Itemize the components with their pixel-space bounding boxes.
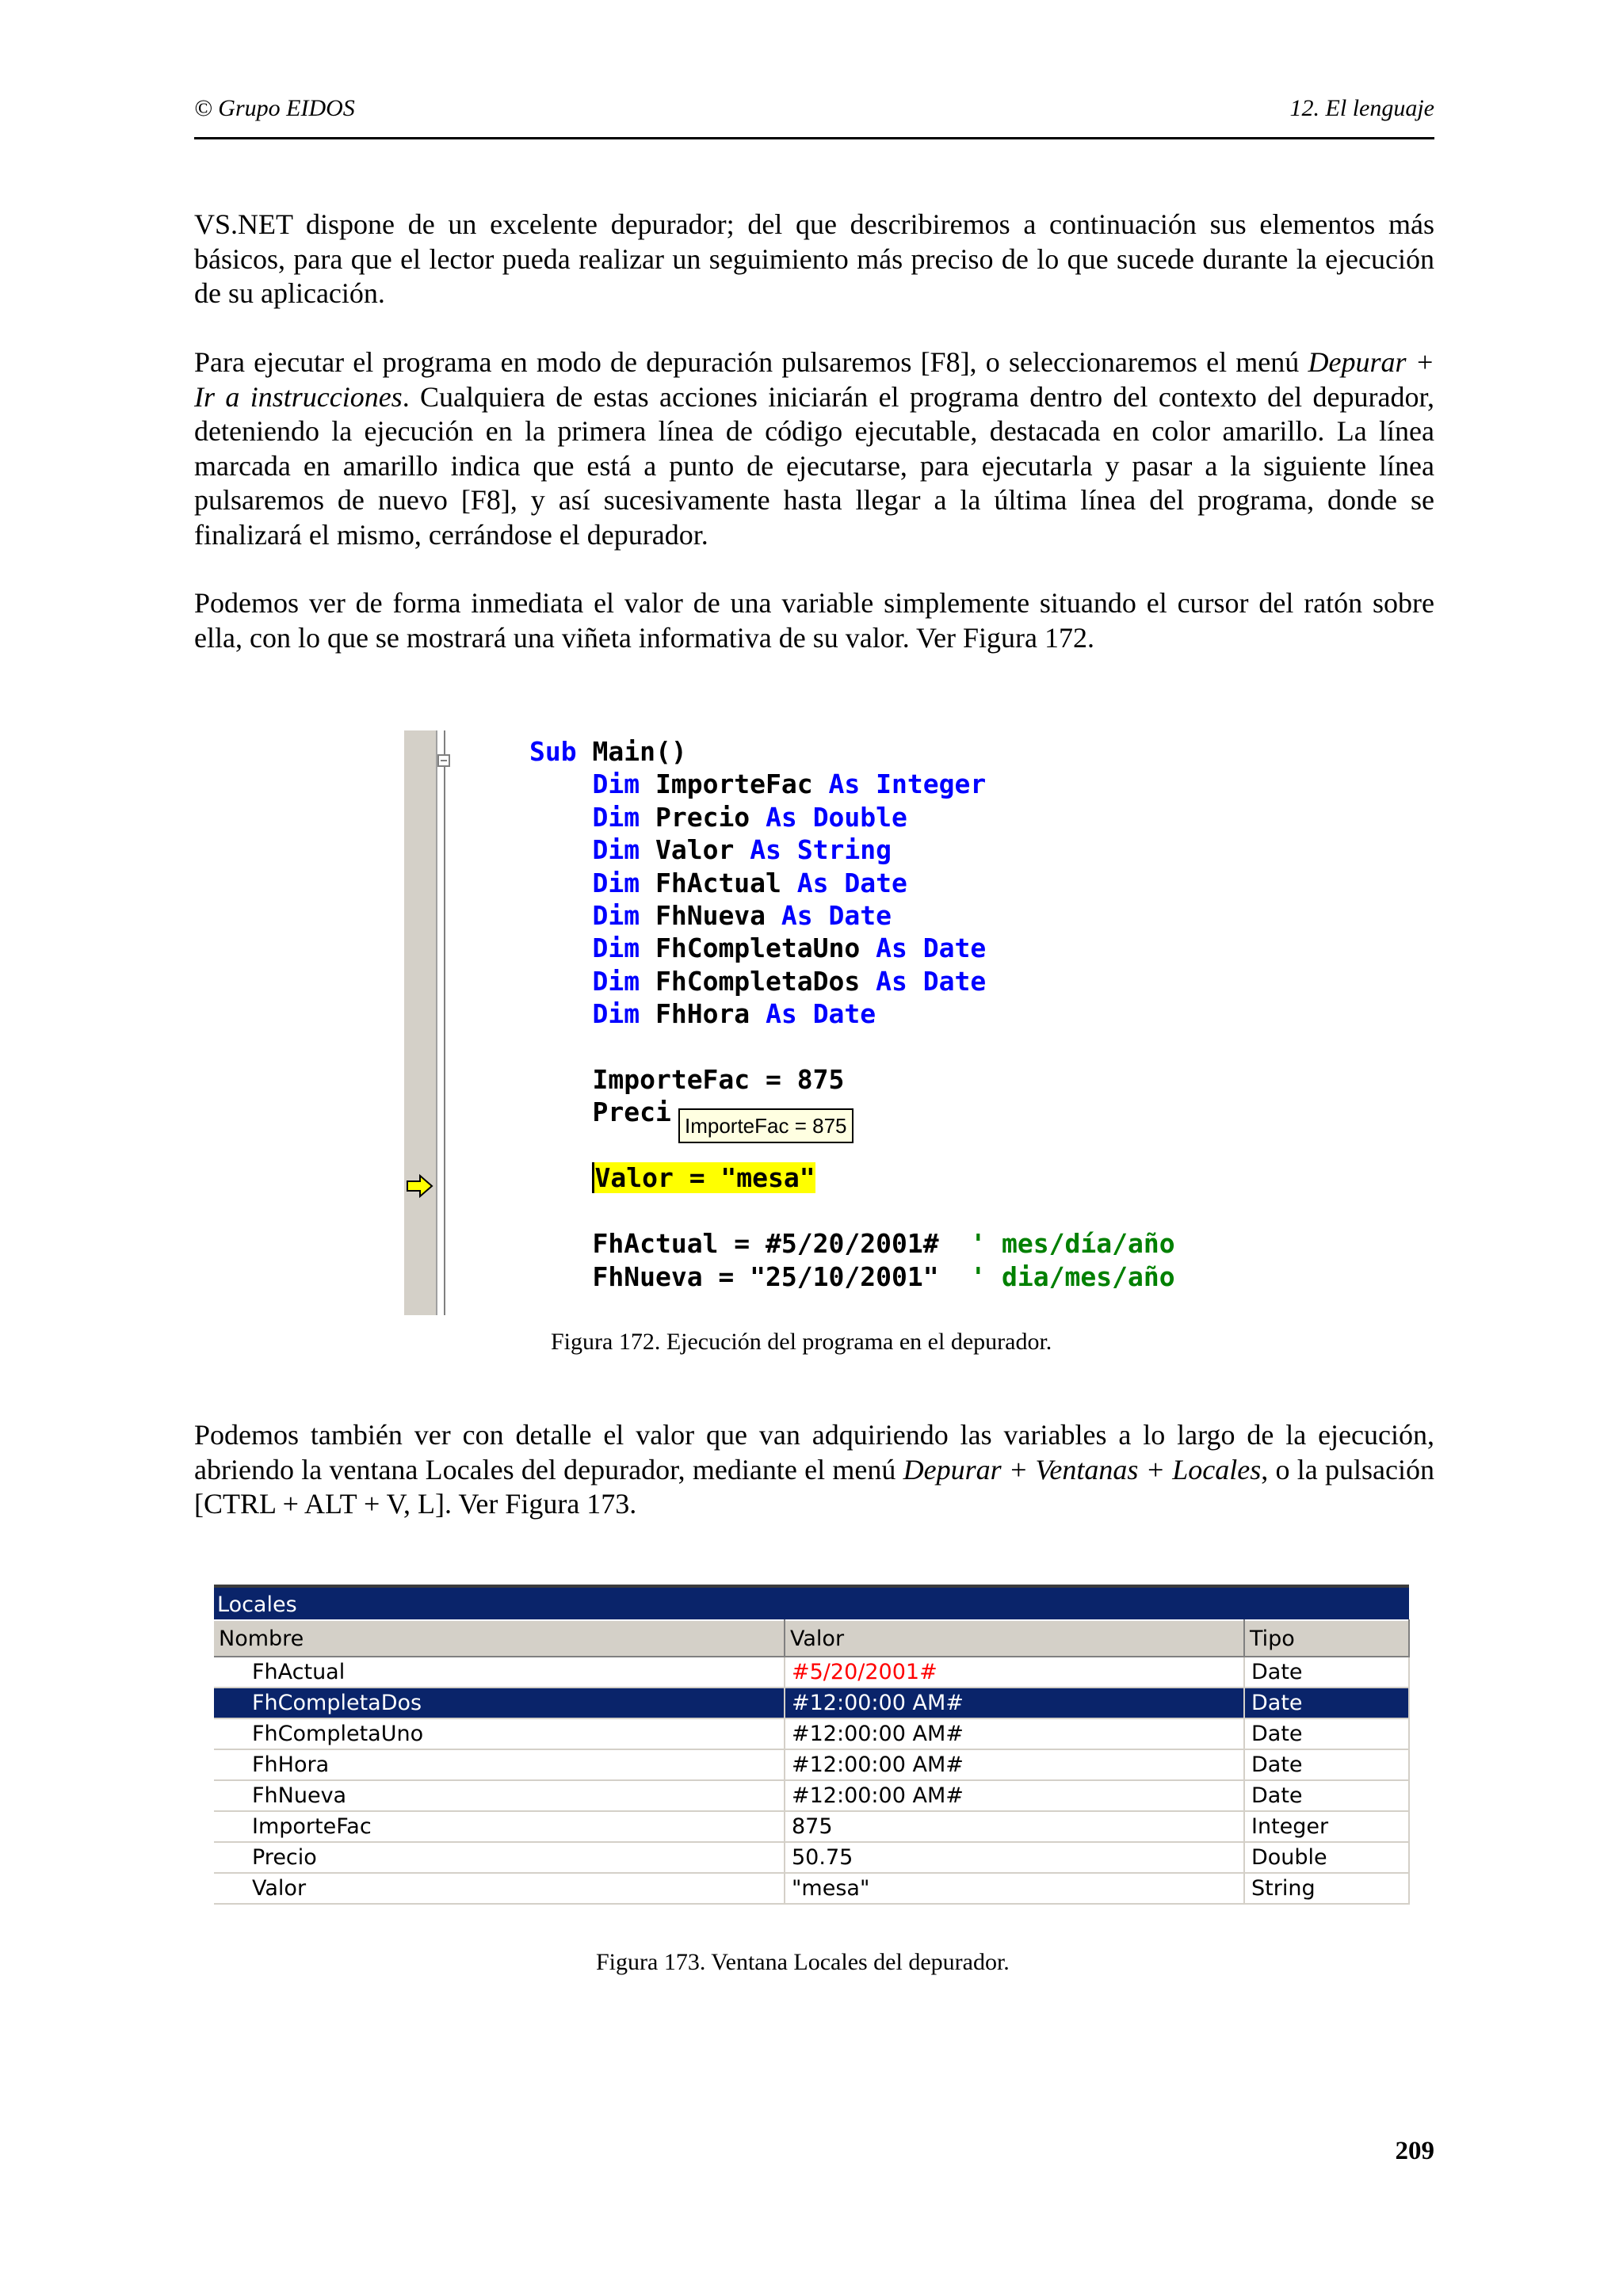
cell-type: Date	[1244, 1780, 1409, 1811]
code-keyword-dim: Dim	[592, 769, 640, 800]
menu-path-step-into: Depurar + Ir a instrucciones	[194, 346, 1434, 413]
code-variable-name: Precio	[655, 801, 750, 833]
code-variable-name: FhNueva	[655, 900, 766, 932]
column-header-value[interactable]: Valor	[785, 1620, 1244, 1657]
code-keyword-dim: Dim	[592, 998, 640, 1030]
running-header-right: 12. El lenguaje	[1289, 95, 1434, 121]
cell-value[interactable]: "mesa"	[785, 1873, 1244, 1904]
cell-name: FhCompletaUno	[214, 1718, 785, 1749]
cell-type: Date	[1244, 1749, 1409, 1780]
cell-value[interactable]: #5/20/2001#	[785, 1657, 1244, 1688]
paragraph-debug-text-b: . Cualquiera de estas acciones iniciarán el programa dentro del contexto del depurador, deteniendo la ejecución en la primera línea de código ejecutable, destacada en color amarillo. La línea marcada en amarillo indica que está a punto de ejecutarse, para ejecutarla y pasar a la siguiente línea pulsaremos de nuevo [F8], y así sucesivamente hasta llegar a la última línea del programa, donde se finalizará el mismo, cerrándose el depurador.	[194, 380, 1434, 551]
running-header-left: © Grupo EIDOS	[194, 95, 355, 121]
code-keyword-dim: Dim	[592, 801, 640, 833]
locales-title-bar[interactable]: Locales	[214, 1585, 1409, 1619]
cell-value[interactable]: 875	[785, 1811, 1244, 1842]
cell-name: Precio	[214, 1842, 785, 1873]
figure-172-code-editor	[404, 730, 1244, 1315]
cell-name: ImporteFac	[214, 1811, 785, 1842]
variable-value-tooltip: ImporteFac = 875	[678, 1108, 854, 1143]
locales-header-row	[214, 1620, 1409, 1657]
cell-value[interactable]: 50.75	[785, 1842, 1244, 1873]
current-line-text: alor = "mesa"	[610, 1162, 815, 1194]
code-keyword-dim: Dim	[592, 834, 640, 866]
code-keyword-as: As	[766, 998, 797, 1030]
cell-type: Date	[1244, 1688, 1409, 1718]
figure-173-caption: Figura 173. Ventana Locales del depurador.	[596, 1949, 1010, 1975]
execution-arrow-icon	[406, 1174, 434, 1198]
header-rule	[194, 137, 1434, 139]
paragraph-debug-mode	[194, 345, 1434, 552]
paragraph-locales-text-b: , o la pulsación [CTRL + ALT + V, L]. Ver Figura 173.	[194, 1453, 1435, 1520]
table-row[interactable]	[214, 1873, 1409, 1904]
cell-name: FhActual	[214, 1657, 785, 1688]
cell-type: Integer	[1244, 1811, 1409, 1842]
cell-type: Date	[1244, 1657, 1409, 1688]
paragraph-locales	[194, 1418, 1434, 1522]
code-variable-type: String	[796, 834, 892, 866]
outline-gutter-line	[444, 730, 445, 1315]
code-variable-type: Double	[812, 801, 907, 833]
code-variable-name: ImporteFac	[655, 769, 813, 800]
code-comment: ' dia/mes/año	[970, 1261, 1175, 1292]
cell-value[interactable]: #12:00:00 AM#	[785, 1718, 1244, 1749]
code-variable-name: FhCompletaUno	[655, 933, 861, 964]
code-assign-fhactual: FhActual = #5/20/2001#	[592, 1228, 971, 1260]
column-header-name[interactable]: Nombre	[214, 1620, 785, 1657]
code-assign-precio-partial: Preci	[592, 1097, 671, 1128]
current-line-highlight	[592, 1162, 815, 1193]
table-row[interactable]	[214, 1657, 1409, 1688]
table-row-selected[interactable]	[214, 1688, 1409, 1718]
code-keyword-as: As	[796, 867, 829, 898]
code-variable-type: Date	[922, 965, 987, 997]
code-sub-name: Main()	[576, 736, 687, 767]
collapse-box-icon[interactable]	[437, 754, 450, 767]
paragraph-tooltip	[194, 586, 1434, 655]
code-listing	[529, 735, 1175, 1293]
cell-name: FhHora	[214, 1749, 785, 1780]
code-keyword-as: As	[781, 900, 813, 932]
code-variable-type: Date	[828, 900, 892, 932]
code-keyword-as: As	[750, 834, 781, 866]
cell-type: Double	[1244, 1842, 1409, 1873]
code-assign-fhnueva: FhNueva = "25/10/2001"	[592, 1261, 971, 1292]
cell-type: String	[1244, 1873, 1409, 1904]
figure-172-caption: Figura 172. Ejecución del programa en el depurador.	[551, 1329, 1052, 1355]
page-number: 209	[1395, 2137, 1434, 2165]
code-keyword-as: As	[828, 769, 861, 800]
code-keyword-dim: Dim	[592, 867, 640, 898]
table-row[interactable]	[214, 1749, 1409, 1780]
paragraph-intro-text: VS.NET dispone de un excelente depurador; del que describiremos a continuación sus elementos más básicos, para que el lector pueda realizar un seguimiento más preciso de lo que sucede durante la ejecución de su aplicación.	[194, 208, 1434, 309]
table-row[interactable]	[214, 1811, 1409, 1842]
code-variable-name: Valor	[655, 834, 735, 866]
text-caret: V	[592, 1162, 610, 1193]
paragraph-debug-text-a: Para ejecutar el programa en modo de depuración pulsaremos [F8], o seleccionaremos el menú	[194, 346, 1308, 378]
cell-value[interactable]: #12:00:00 AM#	[785, 1688, 1244, 1718]
paragraph-intro	[194, 208, 1434, 311]
code-variable-name: FhActual	[655, 867, 781, 898]
code-variable-name: FhHora	[655, 998, 750, 1030]
code-keyword-as: As	[766, 801, 797, 833]
code-keyword-dim: Dim	[592, 965, 640, 997]
code-keyword-as: As	[876, 965, 907, 997]
paragraph-locales-text-a: Podemos también ver con detalle el valor que van adquiriendo las variables a lo largo de la ejecución, abriendo la ventana Locales del depurador, mediante el menú	[194, 1419, 1434, 1486]
code-keyword-as: As	[876, 933, 907, 964]
code-variable-type: Date	[812, 998, 876, 1030]
table-row[interactable]	[214, 1842, 1409, 1873]
indicator-margin	[404, 730, 437, 1315]
table-row[interactable]	[214, 1718, 1409, 1749]
code-variable-type: Date	[844, 867, 907, 898]
cell-value[interactable]: #12:00:00 AM#	[785, 1749, 1244, 1780]
code-keyword-dim: Dim	[592, 933, 640, 964]
locales-table	[214, 1619, 1410, 1905]
code-comment: ' mes/día/año	[970, 1228, 1175, 1260]
code-variable-type: Integer	[876, 769, 987, 800]
cell-type: Date	[1244, 1718, 1409, 1749]
cell-name: FhNueva	[214, 1780, 785, 1811]
figure-173-locales-window	[214, 1585, 1409, 1905]
cell-name: FhCompletaDos	[214, 1688, 785, 1718]
code-variable-name: FhCompletaDos	[655, 965, 861, 997]
cell-value[interactable]: #12:00:00 AM#	[785, 1780, 1244, 1811]
code-keyword-sub: Sub	[529, 736, 577, 767]
table-row[interactable]	[214, 1780, 1409, 1811]
code-keyword-dim: Dim	[592, 900, 640, 932]
code-variable-type: Date	[922, 933, 987, 964]
cell-name: Valor	[214, 1873, 785, 1904]
column-header-type[interactable]: Tipo	[1244, 1620, 1409, 1657]
paragraph-tooltip-text: Podemos ver de forma inmediata el valor de una variable simplemente situando el cursor del ratón sobre ella, con lo que se mostrará una viñeta informativa de su valor. Ver Figura 172.	[194, 587, 1434, 654]
code-assign-importefac: ImporteFac = 875	[592, 1064, 845, 1096]
menu-path-locales: Depurar + Ventanas + Locales	[903, 1453, 1262, 1486]
